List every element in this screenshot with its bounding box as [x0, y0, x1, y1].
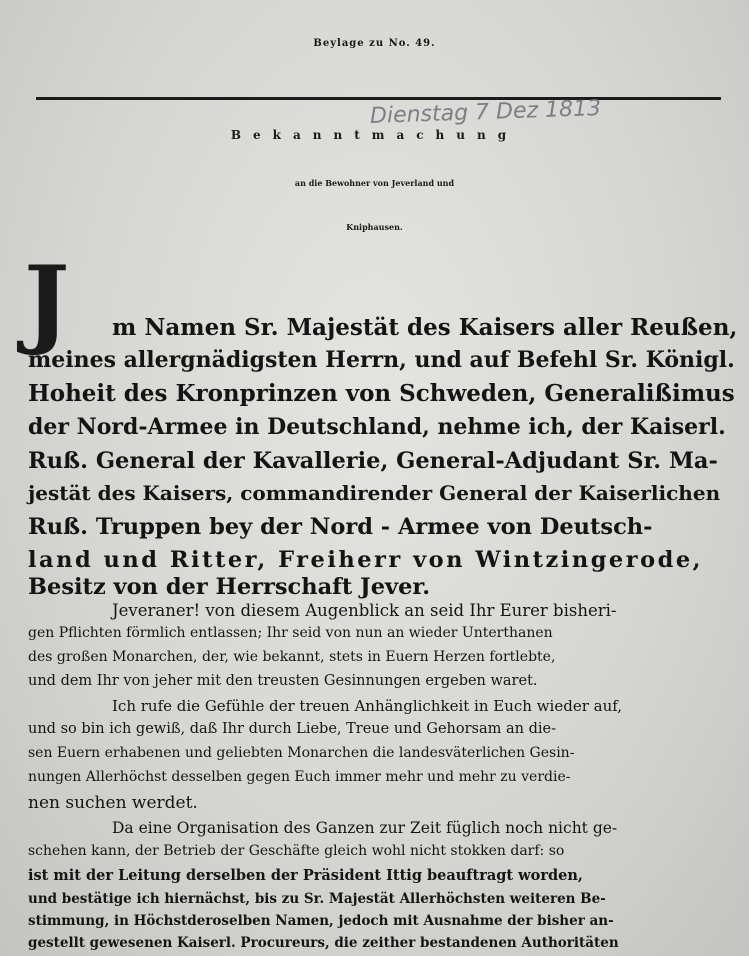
- paragraph1-line: Ruß. General der Kavallerie, General-Adjudant Sr. Ma-: [28, 448, 718, 474]
- title-line-2: an die Bewohner von Jeverland und: [294, 178, 455, 188]
- paragraph2-line: des großen Monarchen, der, wie bekannt, stets in Euern Herzen fortlebte,: [28, 649, 556, 665]
- paragraph3-line: nen suchen werdet.: [28, 793, 198, 813]
- header-rule: [36, 97, 721, 100]
- paragraph4-line: und bestätige ich hiernächst, bis zu Sr. Majestät Allerhöchsten weiteren Be-: [28, 891, 606, 907]
- paragraph1-line: land und Ritter, Freiherr von Wintzingerode,: [28, 547, 703, 573]
- paragraph4-line: Da eine Organisation des Ganzen zur Zeit füglich noch nicht ge-: [112, 819, 618, 837]
- title-line-3: Kniphausen.: [346, 222, 403, 232]
- paragraph1-line: m Namen Sr. Majestät des Kaisers aller Reußen,: [112, 314, 738, 341]
- paragraph1-line: Besitz von der Herrschaft Jever.: [28, 574, 431, 600]
- paragraph3-line: und so bin ich gewiß, daß Ihr durch Liebe, Treue und Gehorsam an die-: [28, 721, 556, 737]
- paragraph1-line: meines allergnädigsten Herrn, und auf Befehl Sr. Königl.: [28, 347, 735, 373]
- paragraph1-line: jestät des Kaisers, commandirender General der Kaiserlichen: [28, 481, 721, 505]
- paragraph1-line: der Nord-Armee in Deutschland, nehme ich, der Kaiserl.: [28, 414, 726, 440]
- paragraph4-line: gestellt gewesenen Kaiserl. Procureurs, die zeither bestandenen Authoritäten: [28, 935, 619, 951]
- drop-cap-initial: J: [24, 245, 70, 358]
- title-line-1: Bekanntmachung: [230, 128, 519, 142]
- paragraph2-line: Jeveraner! von diesem Augenblick an seid Ihr Eurer bisheri-: [112, 601, 617, 620]
- supplement-header: Beylage zu No. 49.: [313, 38, 436, 49]
- paragraph1-line: Hoheit des Kronprinzen von Schweden, Generalißimus: [28, 380, 735, 407]
- paragraph3-line: Ich rufe die Gefühle der treuen Anhänglichkeit in Euch wieder auf,: [112, 697, 623, 715]
- paragraph3-line: sen Euern erhabenen und geliebten Monarchen die landesväterlichen Gesin-: [28, 745, 575, 761]
- paragraph2-line: und dem Ihr von jeher mit den treusten Gesinnungen ergeben waret.: [28, 673, 538, 689]
- paragraph1-line: Ruß. Truppen bey der Nord - Armee von Deutsch-: [28, 514, 653, 540]
- paragraph3-line: nungen Allerhöchst desselben gegen Euch immer mehr und mehr zu verdie-: [28, 769, 571, 785]
- paragraph4-line: stimmung, in Höchstderoselben Namen, jedoch mit Ausnahme der bisher an-: [28, 913, 614, 929]
- paragraph4-line: schehen kann, der Betrieb der Geschäfte gleich wohl nicht stokken darf: so: [28, 843, 565, 859]
- paragraph2-line: gen Pflichten förmlich entlassen; Ihr seid von nun an wieder Unterthanen: [28, 625, 553, 641]
- paragraph4-line: ist mit der Leitung derselben der Präsident Ittig beauftragt worden,: [28, 867, 583, 884]
- handwritten-date-note: Dienstag 7 Dez 1813: [369, 95, 602, 130]
